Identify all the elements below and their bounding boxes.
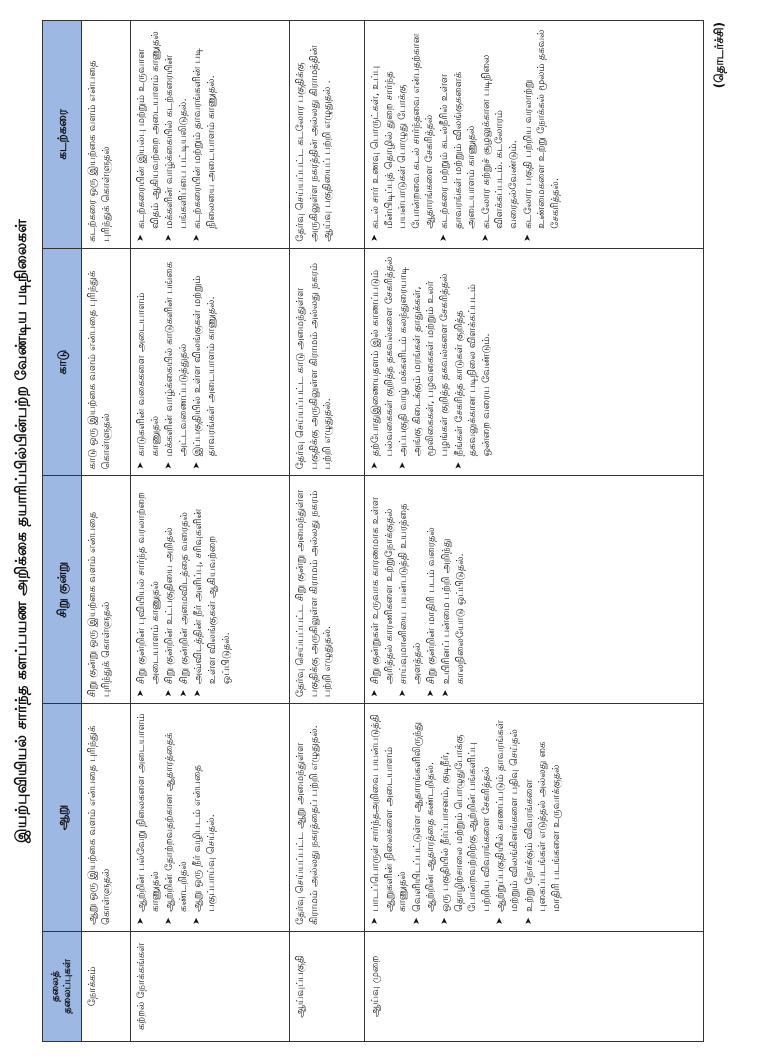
item-text: ஆற்றின் பல்வேறு நிலைகளை அடையாளம் காணுதல் [136, 713, 161, 912]
item-text: காடுகளின் வகைகளை அடையாளம் காணுதல் [136, 292, 161, 457]
item-text: மக்களின் வாழ்க்கையில் காடுகளின் பங்கை அட்டவணைப்படுத்துதல் [164, 261, 189, 457]
arrowhead-bullet-icon: ➤ [426, 689, 437, 698]
arrowhead-bullet-icon: ➤ [178, 689, 189, 698]
header-row [43, 21, 82, 1042]
arrowhead-bullet-icon: ➤ [136, 917, 146, 925]
list-item [191, 27, 218, 242]
item-text: வெளியிடப்பட்டுள்ள ஆதாரங்களிலிருந்து ஆற்றின் ஆதாரத்தை கண்டறிதல். [411, 721, 437, 912]
cell-objectives-hillock [131, 476, 290, 704]
list-item [397, 255, 451, 470]
row-label-method: ஆய்வு முறை [365, 931, 704, 1041]
header-seashore: கடற்கரை [43, 21, 82, 249]
arrowhead-bullet-icon: ➤ [136, 689, 146, 698]
list-item [369, 255, 396, 470]
item-text: சாய்வுமானியை பயன்படுத்தி உயரத்தை அளத்தல் [398, 503, 423, 685]
cell-aim-forest: காடு ஒரு இயற்கை வளம் என்பதை புரிந்துக் கொள்ளுதல் [82, 248, 131, 476]
bullet-list [369, 482, 467, 697]
item-text: சிறு குன்றின் உட்பகுதியை அறிதல் [164, 527, 176, 685]
list-item [163, 482, 177, 697]
item-text: உற்று நோக்கும் விவரங்களை புகைப்படங்கள் எடுத்தல் அல்லது கை மாதிரி படங்களை உருவாக்குதல் [523, 741, 562, 912]
arrowhead-bullet-icon: ➤ [164, 689, 175, 698]
cell-aim-hillock: சிறு குன்று ஒரு இயற்கை வளம் என்பதை புரிந்துக் கொள்ளுதல் [82, 476, 131, 704]
arrowhead-bullet-icon: ➤ [523, 917, 534, 925]
corner-line-2: தலைப்புகள் [62, 959, 73, 1014]
arrowhead-bullet-icon: ➤ [164, 461, 175, 470]
cell-area-river: தேர்வு செய்யப்பட்ட ஆறு அமைந்துள்ள கிராமம் அல்லது நகரத்தைப் பற்றி எழுதுதல். [290, 704, 365, 932]
arrowhead-bullet-icon: ➤ [398, 689, 409, 698]
row-method [365, 21, 704, 1042]
arrowhead-bullet-icon: ➤ [136, 461, 146, 470]
cell-area-seashore: தேர்வு செய்யப்பட்ட கடலோர பகுதிக்கு அருகிலுள்ள நகரத்தின் அல்லது கிராமத்தின் ஆய்வு பகுதியைப் பற்றி எழுதுதல் . [290, 21, 365, 249]
cell-method-river [365, 704, 704, 932]
arrowhead-bullet-icon: ➤ [522, 234, 533, 242]
arrowhead-bullet-icon: ➤ [438, 234, 449, 242]
arrowhead-bullet-icon: ➤ [193, 689, 204, 698]
item-text: கடற்கரையின் மற்றும் தாவரங்களின் படி நிலையை அடையாளம் காணுதல். [192, 47, 217, 229]
bullet-list [369, 710, 563, 925]
arrowhead-bullet-icon: ➤ [440, 689, 451, 698]
item-text: பாடப்பொருள் சார்ந்தஅறிவை பயன்படுத்தி ஆறுகளின் நிலைகளை அடையாளம் காணுதல் [370, 714, 409, 912]
item-text: சிறு குன்றின் மாதிரி படம் வரைதல் [426, 527, 438, 685]
cell-aim-seashore: கடற்கரை ஒரு இயற்கை வளம் என்பதை புரிந்துக் கொள்ளுதல் [82, 21, 131, 249]
item-text: நீங்கள் சேகரித்த காடுகள் குறித்த தகவலுக்கான படிநிலை விளக்கப்படம் ஒன்றை வரைய வேண்டும். [453, 284, 492, 457]
arrowhead-bullet-icon: ➤ [439, 917, 450, 925]
cell-objectives-river [131, 704, 290, 932]
cell-objectives-forest [131, 248, 290, 476]
item-text: கடற்கரையின் இயல்பு மற்றும் உருவான விதம் ஆகியவற்றை அடையாளம் காணுதல் [136, 31, 161, 229]
row-aim [82, 21, 131, 1042]
item-text: கடற்கரை மற்றும் கடல்நீரில் உள்ள தாவரங்கள் மற்றும் விலங்குகளைக் அடையாளம் காணுதல் [438, 71, 478, 229]
arrowhead-bullet-icon: ➤ [192, 917, 203, 925]
list-item [192, 482, 233, 697]
item-text: கடலோர சுற்றுச் சூழலுக்கான படிநிலை விளக்கப்படம். கடலோரம் வரைதல்வேண்டும். [480, 54, 519, 229]
item-text: அவ்விடத்தின் நீர் அளிப்பு, சரிவுகளின் உள்ள விலங்குகள் ஆகியவற்றை ஒப்பிடுதல். [193, 508, 232, 685]
row-objectives [131, 21, 290, 1042]
bullet-list [135, 255, 219, 470]
header-corner-cell [43, 931, 82, 1041]
list-item [494, 710, 521, 925]
item-text: ஆற்றுப்பகுதியில் காணப்படும் தாவரங்கள் மற்றும் விலங்கினங்களை பதிவு செய்தல் [495, 720, 520, 912]
item-text: சிறு குன்றின் அமைவிடத்தை வரைதல் [178, 512, 190, 685]
list-item [438, 27, 479, 242]
list-item [191, 255, 218, 470]
list-item [163, 710, 190, 925]
page-title: இயற்புவியியல் சார்ந்த களப்பயண அறிக்கை தயாரிப்பில்பின்பற்ற வேண்டிய படிநிலைகள் [12, 218, 30, 844]
list-item [163, 255, 190, 470]
bullet-list [369, 255, 493, 470]
list-item [522, 27, 563, 242]
list-item [178, 482, 192, 697]
arrowhead-bullet-icon: ➤ [370, 917, 380, 925]
header-forest: காடு [43, 248, 82, 476]
item-text: கடலோர பகுதி பற்றிய வரலாற்று உண்மைகளை உற்று நோக்கல் மூலம் தகவல் சேகரித்தல். [522, 29, 561, 229]
arrowhead-bullet-icon: ➤ [398, 461, 409, 470]
list-item [369, 482, 396, 697]
list-item [480, 27, 521, 242]
header-hillock: சிறு குன்று [43, 476, 82, 704]
list-item [439, 710, 493, 925]
arrowhead-bullet-icon: ➤ [164, 917, 175, 925]
item-text: ஆறு ஒரு நீர் வழிபடம் என்பதை பகுப்பாய்வு செய்தல். [192, 765, 217, 912]
arrowhead-bullet-icon: ➤ [411, 917, 422, 925]
cell-area-hillock: தேர்வு செய்யப்பட்ட சிறு குன்று அமைந்துள்ள பகுதிக்கு அருகிலுள்ள கிராமம் அல்லது நகரம் பற்றி எழுதுதல். [290, 476, 365, 704]
item-text: கடல் சார் உணவு பொருட்கள், உப்பு மீன்பிடிப்புத் தொழில் துறை சார்ந்த பயன்பாடுகள் பொழுது போக்கு போன்றவை கடல் சார்ந்தவை என்பதற்கான ஆதாரங்களை சேகரித்தல் [370, 33, 436, 229]
item-text: சிறு குன்றின் புவியியல் சார்ந்த வரலாற்றை அடையாளம் காணுதல் [136, 492, 161, 685]
arrowhead-bullet-icon: ➤ [192, 234, 203, 242]
list-item [369, 710, 410, 925]
item-text: அப்பகுதி வாழ் மக்களிடம் கலந்துரையாடி அங்கு கிடைக்கும் மரங்கள் தாதுக்கள், மூலிகைகள், பழவகைகள் மற்றும் உலர் பழங்கள் குறித்த தகவல்களை சேகரித்தல் [398, 266, 450, 457]
bullet-list [135, 710, 219, 925]
list-item [411, 710, 438, 925]
list-item [425, 482, 439, 697]
list-item [397, 482, 424, 697]
row-study-area [290, 21, 365, 1042]
item-text: உயிரினப் பன்மை பற்றி அறிந்து காலநிலையோடு ஒப்பிடுதல். [440, 538, 466, 685]
row-label-objectives: கற்றல் நோக்கங்கள் [131, 931, 290, 1041]
row-label-aim: நோக்கம் [82, 931, 131, 1041]
item-text: தற்போதுஇணையதளம் இல் காணப்படும் பல்வகைகள் குறித்த தகவல்களை சேகரித்தல் [370, 256, 395, 457]
cell-area-forest: தேர்வு செய்யப்பட்ட காடு அமைந்துள்ள பகுதிக்கு அருகிலுள்ள கிராமம் அல்லது நகரம் பற்றி எழுதுதல். [290, 248, 365, 476]
arrowhead-bullet-icon: ➤ [453, 461, 464, 470]
arrowhead-bullet-icon: ➤ [136, 234, 146, 242]
arrowhead-bullet-icon: ➤ [370, 689, 380, 698]
list-item [191, 710, 218, 925]
arrowhead-bullet-icon: ➤ [164, 234, 175, 242]
cell-method-forest [365, 248, 704, 476]
arrowhead-bullet-icon: ➤ [495, 917, 506, 925]
list-item [453, 255, 494, 470]
bullet-list [135, 482, 233, 697]
corner-line-1: தலைத் [50, 971, 61, 1002]
bullet-list [369, 27, 562, 242]
item-text: இப்பகுதியில் உள்ள விலங்குகள் மற்றும் தாவரங்கள் அடையாளம் காணுதல். [192, 275, 217, 457]
cell-aim-river: ஆறு ஒரு இயற்கை வளம் என்பதை புரிந்துக் கொள்ளுதல் [82, 704, 131, 932]
item-text: சிறு குன்றுகள் உருவாக காரணமாக உள்ள அரித்தல் காரணிகளை உற்றுநோக்குதல் [370, 497, 395, 685]
list-item [135, 710, 162, 925]
list-item [135, 255, 162, 470]
fieldwork-steps-table [42, 20, 704, 1042]
list-item [135, 482, 162, 697]
item-text: ஆற்றின் தோற்றவதற்கான ஆதாரத்தைக் கண்டறிதல் [164, 732, 189, 912]
list-item [369, 27, 437, 242]
arrowhead-bullet-icon: ➤ [480, 234, 491, 242]
item-text: ஒரு பகுதியில் நீர்ப்பாசனம், குடிநீர், தொழிற்சாலை மற்றும் பொழுதுபோக்கு போன்றவற்றிற்கு ஆற்றின் பங்களிப்பு பற்றிய விவரங்களை சேகரித்தல் [439, 734, 492, 912]
row-label-study-area: ஆய்வுப்பகுதி [290, 931, 365, 1041]
cell-objectives-seashore [131, 21, 290, 249]
list-item [163, 27, 190, 242]
list-item [440, 482, 467, 697]
arrowhead-bullet-icon: ➤ [370, 461, 380, 470]
bullet-list [135, 27, 219, 242]
item-text: மக்களின் வாழ்க்கையில் கடற்கரையின் பங்களிப்பை பட்டியலிடுதல். [164, 54, 189, 229]
cell-method-hillock [365, 476, 704, 704]
list-item [135, 27, 162, 242]
list-item [523, 710, 564, 925]
continued-label: (தொடர்ச்சி) [712, 22, 726, 89]
header-river: ஆறு [43, 704, 82, 932]
cell-method-seashore [365, 21, 704, 249]
arrowhead-bullet-icon: ➤ [370, 234, 380, 242]
arrowhead-bullet-icon: ➤ [192, 461, 203, 470]
